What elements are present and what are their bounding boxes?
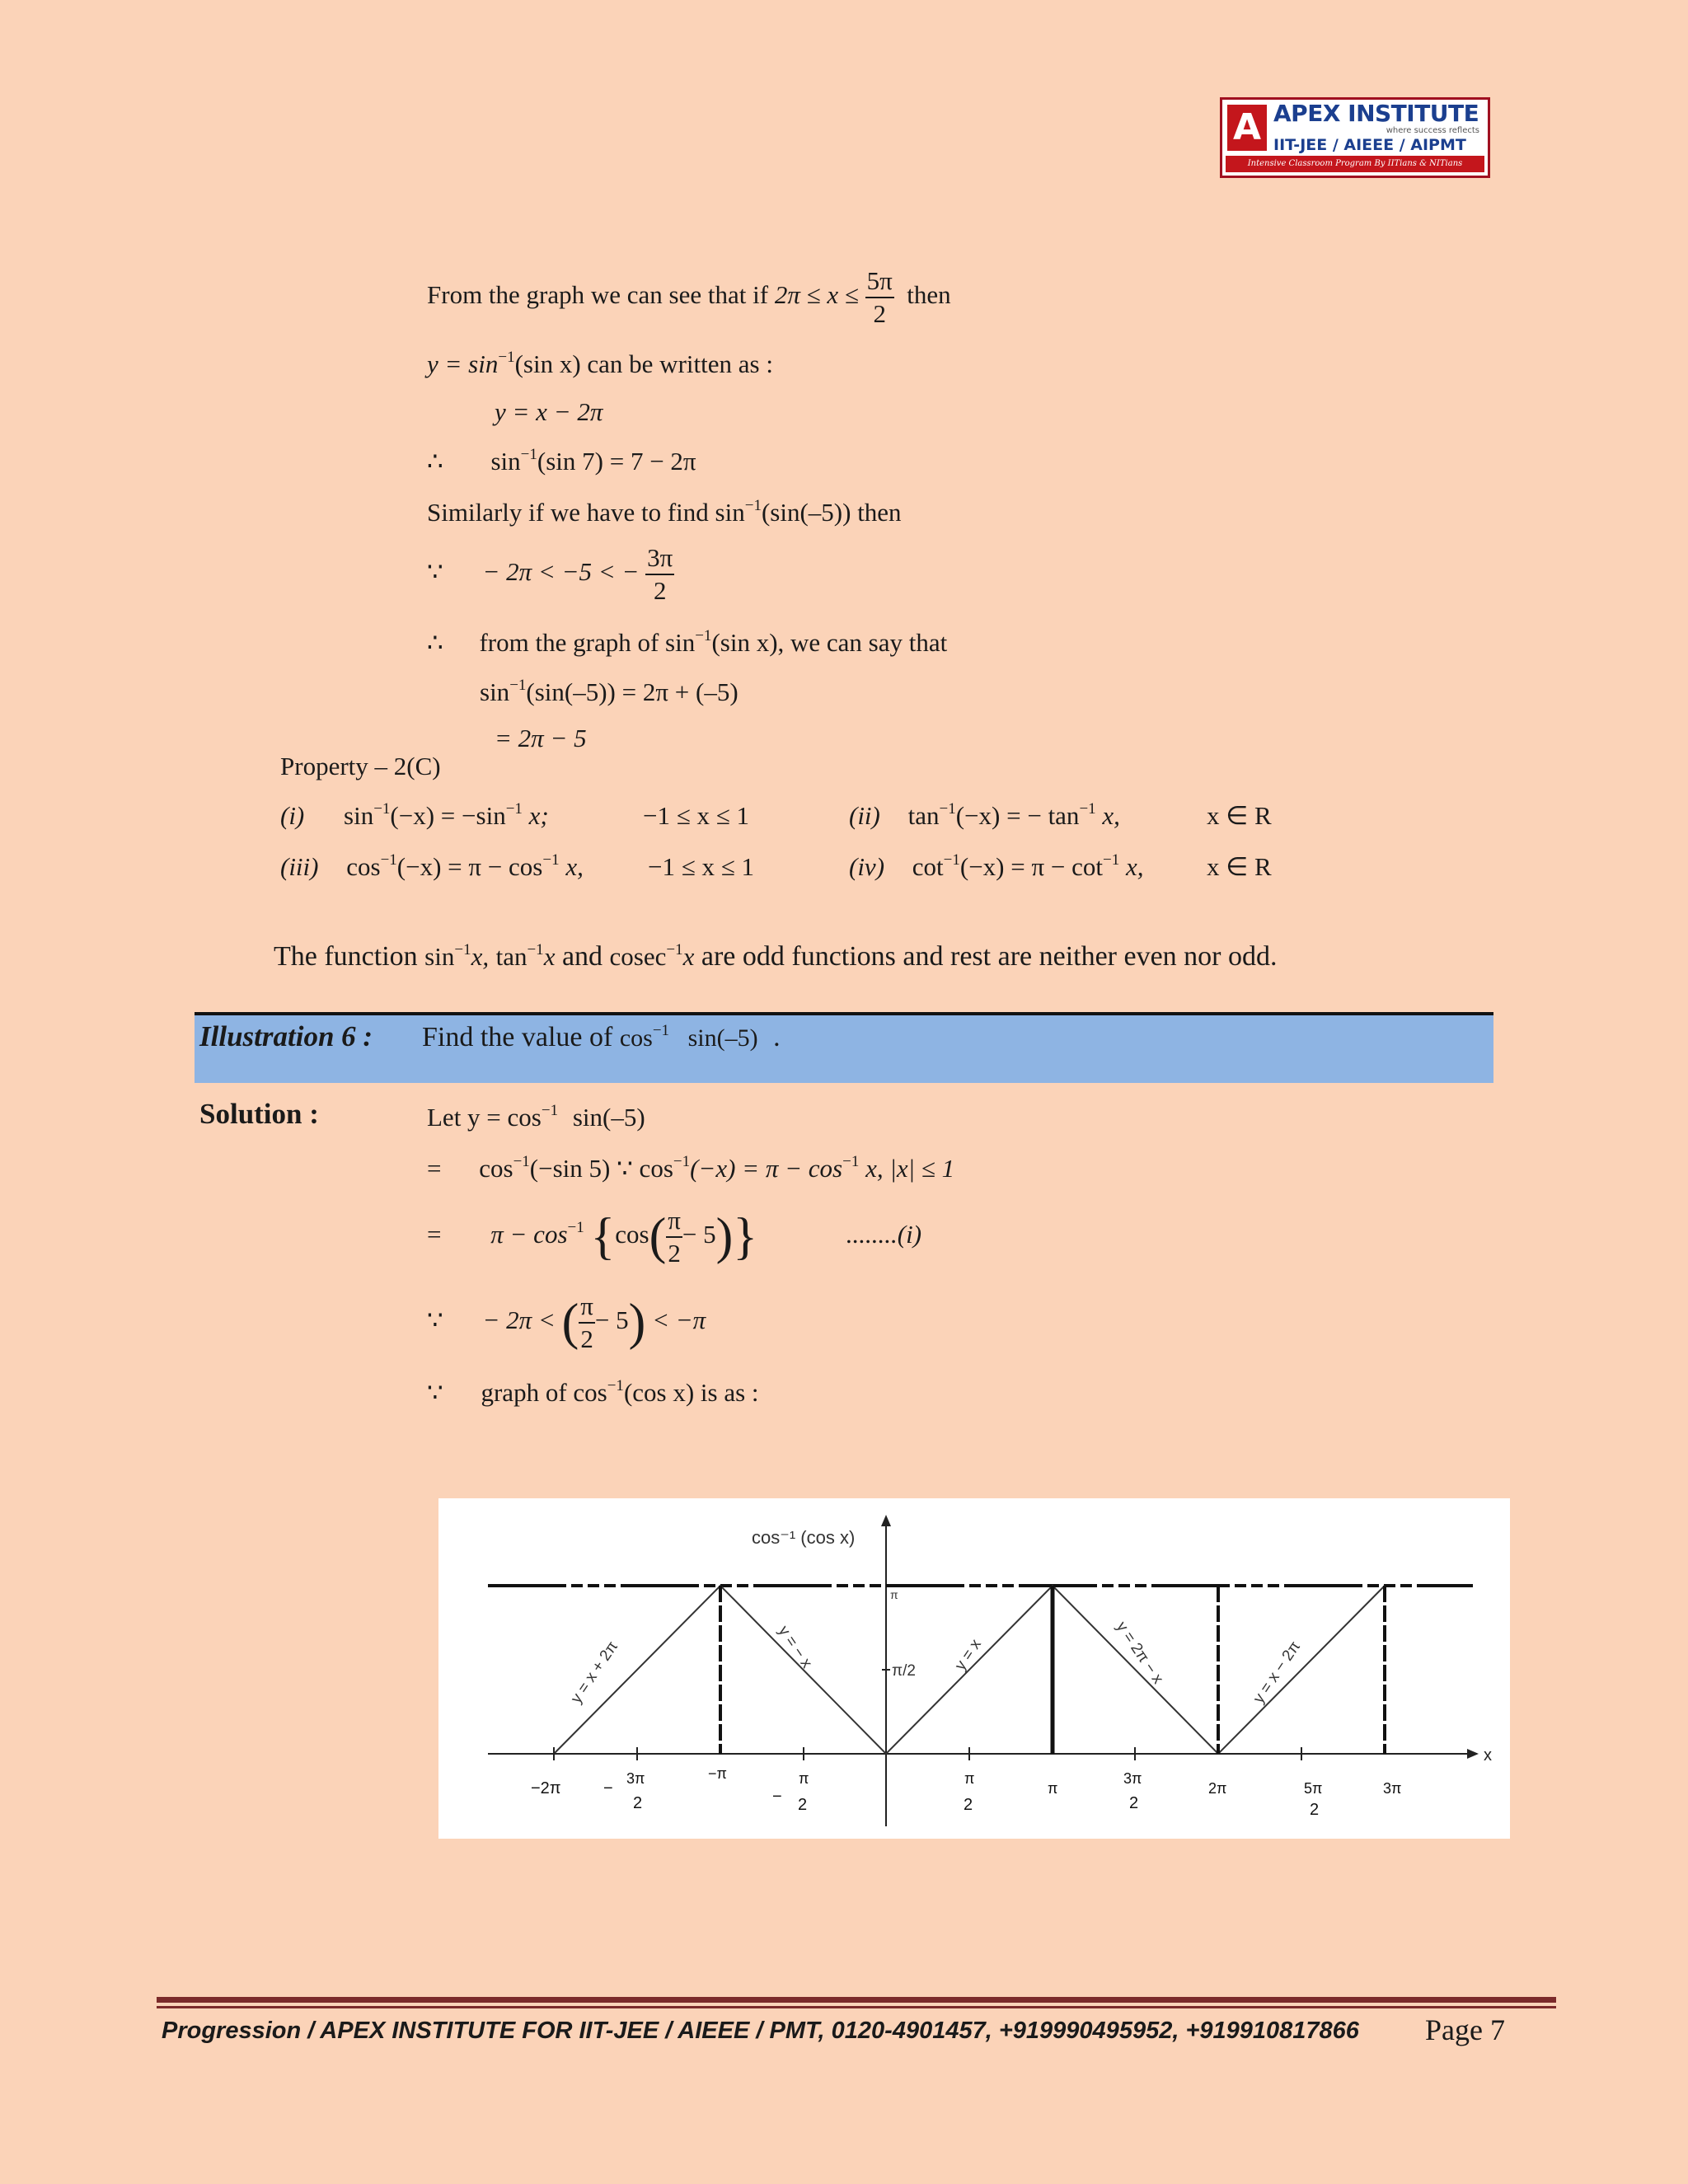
label: (iii) bbox=[280, 852, 319, 881]
expr: − 2π < −5 < − bbox=[482, 557, 640, 587]
f3: cosec bbox=[609, 942, 667, 971]
footer-rule-thin bbox=[157, 2006, 1556, 2008]
pre: − 2π < bbox=[482, 1305, 556, 1335]
text: Similarly if we have to find bbox=[427, 498, 709, 527]
tail: we can say that bbox=[790, 628, 948, 657]
f1: sin bbox=[424, 942, 455, 971]
s2: −1 bbox=[527, 941, 544, 958]
tick-pi-2-den: 2 bbox=[964, 1796, 973, 1814]
sup: −1 bbox=[695, 627, 712, 644]
therefore-symbol: ∴ bbox=[427, 447, 443, 476]
because-symbol: ∵ bbox=[427, 1305, 443, 1335]
tick-minus-pi-2-num: π bbox=[799, 1770, 809, 1787]
label-y-2pi-minus-x: y = 2π − x bbox=[1112, 1619, 1167, 1688]
expr-post: (sin(–5)) = 2π + (–5) bbox=[526, 677, 738, 706]
text: graph of bbox=[481, 1378, 567, 1407]
fraction-pi-2 bbox=[579, 1291, 595, 1355]
zigzag-curve bbox=[554, 1586, 1385, 1754]
sup: −1 bbox=[373, 800, 391, 818]
tick-minus-3pi-2-num: 3π bbox=[626, 1770, 645, 1787]
label-y-x-plus-2pi: y = x + 2π bbox=[567, 1638, 622, 1707]
post: x, |x| ≤ 1 bbox=[865, 1154, 955, 1183]
logo-exams: IIT-JEE / AIEEE / AIPMT bbox=[1273, 136, 1466, 154]
sup: −1 bbox=[513, 1153, 530, 1170]
sup: −1 bbox=[939, 800, 956, 818]
tick-minus-pi-2-den: 2 bbox=[798, 1796, 808, 1814]
s3: −1 bbox=[666, 941, 683, 958]
logo-program: Intensive Classroom Program By IITians & NITians bbox=[1226, 156, 1484, 172]
fraction-5pi-2 bbox=[865, 265, 894, 330]
solution-step-1 bbox=[427, 1103, 645, 1132]
tick-minus-2pi: −2π bbox=[531, 1779, 561, 1797]
mid: (−x) = −sin bbox=[390, 801, 506, 830]
logo-letter: A bbox=[1227, 105, 1267, 151]
x-axis-arrow bbox=[1467, 1749, 1479, 1759]
property-i-domain: −1 ≤ x ≤ 1 bbox=[643, 801, 750, 830]
line-inequality bbox=[427, 542, 674, 607]
f2: tan bbox=[495, 942, 528, 971]
label: (i) bbox=[280, 801, 305, 830]
property-iv-domain: x ∈ R bbox=[1207, 852, 1272, 881]
illustration-label: Illustration 6 : bbox=[199, 1020, 373, 1052]
line-sin-minus5 bbox=[480, 677, 738, 707]
label: (ii) bbox=[849, 801, 880, 830]
logo-name: APEX INSTITUTE bbox=[1273, 100, 1479, 127]
property-title: Property – 2(C) bbox=[280, 752, 441, 780]
left-brace: { bbox=[590, 1208, 616, 1265]
sup: −1 bbox=[943, 851, 960, 869]
line-y-equals bbox=[495, 397, 603, 427]
pi-axis-label: π bbox=[890, 1588, 898, 1601]
label-y-x: y = x bbox=[951, 1636, 985, 1674]
minus-5: − 5 bbox=[594, 1305, 629, 1335]
post: x, bbox=[565, 852, 584, 881]
expr-post: (sin x) bbox=[514, 349, 581, 378]
property-ii bbox=[849, 801, 1120, 831]
num: π bbox=[579, 1291, 595, 1324]
fn: sin bbox=[344, 801, 374, 830]
expr-pre: sin bbox=[480, 677, 510, 706]
sup2: −1 bbox=[1079, 800, 1096, 818]
equation-ref: ........(i) bbox=[846, 1220, 922, 1249]
footer-rule-thick bbox=[157, 1997, 1556, 2003]
sup2: −1 bbox=[505, 800, 523, 818]
pre: cos bbox=[479, 1154, 513, 1183]
solution-step-5 bbox=[427, 1378, 759, 1408]
sup: −1 bbox=[567, 1219, 584, 1237]
sup: −1 bbox=[744, 497, 762, 514]
illustration-bar bbox=[195, 1012, 1493, 1083]
tail: then bbox=[907, 280, 951, 310]
cos: cos bbox=[615, 1220, 649, 1249]
line-from-graph bbox=[427, 628, 947, 658]
tail: then bbox=[857, 498, 902, 527]
right-paren: ) bbox=[628, 1294, 646, 1351]
end: . bbox=[773, 1022, 781, 1052]
apex-logo bbox=[1220, 97, 1490, 178]
tick-minus-3pi-2-neg: − bbox=[603, 1779, 613, 1797]
x3: x bbox=[682, 942, 695, 971]
half-pi-label: π/2 bbox=[892, 1662, 916, 1680]
s1: −1 bbox=[454, 941, 471, 958]
mid: (−x) = π − cos bbox=[396, 852, 543, 881]
sup3: −1 bbox=[842, 1153, 860, 1170]
tick-3pi: 3π bbox=[1383, 1780, 1402, 1797]
num: π bbox=[666, 1205, 682, 1238]
t3: are odd functions and rest are neither even nor odd. bbox=[701, 941, 1278, 972]
property-iii-domain: −1 ≤ x ≤ 1 bbox=[648, 852, 755, 881]
sup: −1 bbox=[607, 1377, 624, 1394]
right-brace: } bbox=[733, 1208, 758, 1265]
tick-5pi-2-den: 2 bbox=[1310, 1801, 1320, 1819]
tick-3pi-2-den: 2 bbox=[1129, 1794, 1139, 1812]
solution-step-3 bbox=[427, 1205, 921, 1269]
odd-functions-sentence bbox=[274, 941, 1278, 972]
x2: x bbox=[543, 942, 556, 971]
fraction-3pi-2 bbox=[645, 542, 674, 607]
tick-2pi: 2π bbox=[1208, 1780, 1227, 1797]
tail: is as : bbox=[700, 1378, 759, 1407]
den: 2 bbox=[668, 1239, 681, 1268]
post: x; bbox=[528, 801, 549, 830]
tick-5pi-2-num: 5π bbox=[1304, 1780, 1323, 1797]
line-graph-range bbox=[427, 265, 951, 330]
sup: −1 bbox=[541, 1102, 559, 1119]
sup2: −1 bbox=[1103, 851, 1120, 869]
solution-step-2 bbox=[427, 1154, 954, 1183]
property-iii bbox=[280, 852, 584, 882]
right-paren: ) bbox=[715, 1208, 734, 1265]
left-paren: ( bbox=[649, 1208, 667, 1265]
therefore-symbol: ∴ bbox=[427, 628, 443, 657]
fn: cot bbox=[912, 852, 944, 881]
y-axis-arrow bbox=[881, 1515, 891, 1526]
line-similarly bbox=[427, 498, 902, 527]
num: 5π bbox=[865, 265, 894, 298]
fn: cos bbox=[619, 1024, 653, 1052]
line-sin7 bbox=[427, 447, 696, 476]
minus-5: − 5 bbox=[682, 1220, 716, 1249]
property-ii-domain: x ∈ R bbox=[1207, 801, 1272, 830]
because-symbol: ∵ bbox=[427, 557, 443, 587]
mid: (−x) = − tan bbox=[955, 801, 1080, 830]
line-written-as bbox=[427, 349, 773, 379]
fraction-pi-2 bbox=[666, 1205, 682, 1269]
sup: −1 bbox=[509, 677, 527, 694]
graph-title: cos⁻¹ (cos x) bbox=[752, 1527, 856, 1548]
solution-step-4 bbox=[427, 1291, 706, 1355]
text: From the graph we can see that if bbox=[427, 280, 769, 310]
label-y-minus-x: y = − x bbox=[774, 1623, 816, 1672]
expr-post: (sin x), bbox=[711, 628, 785, 657]
footer-text: Progression / APEX INSTITUTE FOR IIT-JEE / AIEEE / PMT, 0120-4901457, +919990495952, +919910817866 bbox=[162, 2018, 1359, 2044]
post: (cos x) bbox=[623, 1378, 695, 1407]
expr: = 2π − 5 bbox=[495, 724, 587, 752]
expr-pre: sin bbox=[715, 498, 745, 527]
mid: (−x) = π − cot bbox=[959, 852, 1103, 881]
line-result bbox=[495, 724, 587, 753]
expr-post: (sin 7) = 7 − 2π bbox=[537, 447, 696, 476]
property-i bbox=[280, 801, 549, 831]
post: x, bbox=[1102, 801, 1120, 830]
den: 2 bbox=[653, 576, 667, 605]
t1: The function bbox=[274, 941, 418, 972]
arg: sin(–5) bbox=[687, 1024, 758, 1052]
tick-3pi-2-num: 3π bbox=[1123, 1770, 1142, 1787]
sup2: −1 bbox=[673, 1153, 691, 1170]
num: 3π bbox=[645, 542, 674, 575]
post: sin(–5) bbox=[572, 1103, 645, 1132]
text: from the graph of bbox=[479, 628, 659, 657]
expr: 2π ≤ x ≤ bbox=[774, 280, 859, 310]
expr-pre: sin bbox=[665, 628, 696, 657]
illustration-question bbox=[422, 1022, 781, 1053]
because-symbol: ∵ bbox=[427, 1378, 443, 1407]
tail: can be written as : bbox=[587, 349, 773, 378]
tick-pi: π bbox=[1048, 1780, 1058, 1797]
den: 2 bbox=[873, 299, 886, 328]
graph-svg bbox=[438, 1498, 1510, 1839]
tick-minus-pi: −π bbox=[708, 1765, 727, 1782]
t2: and bbox=[561, 941, 603, 972]
post: < −π bbox=[652, 1305, 706, 1335]
mid2: (−x) = π − cos bbox=[690, 1154, 843, 1183]
page-number: Page 7 bbox=[1425, 2013, 1505, 2046]
post: x, bbox=[1125, 852, 1144, 881]
pre: Let y = cos bbox=[427, 1103, 542, 1132]
sup: −1 bbox=[498, 349, 515, 366]
text: Find the value of bbox=[422, 1022, 613, 1052]
left-paren: ( bbox=[561, 1294, 579, 1351]
x-axis-label: x bbox=[1484, 1746, 1492, 1765]
label: (iv) bbox=[849, 852, 885, 881]
tick-pi-2-num: π bbox=[964, 1770, 975, 1787]
sup: −1 bbox=[380, 851, 397, 869]
x1: x, bbox=[471, 942, 490, 971]
tick-minus-3pi-2-den: 2 bbox=[633, 1794, 643, 1812]
arccos-cos-graph bbox=[438, 1498, 1510, 1839]
pre: cos bbox=[573, 1378, 607, 1407]
expr-pre: sin bbox=[490, 447, 521, 476]
sup2: −1 bbox=[542, 851, 560, 869]
sup: −1 bbox=[520, 446, 537, 463]
mid: (−sin 5) ∵ cos bbox=[529, 1154, 673, 1183]
solution-label: Solution : bbox=[199, 1098, 319, 1130]
label-y-x-minus-2pi: y = x − 2π bbox=[1250, 1638, 1305, 1707]
equals: = bbox=[427, 1220, 442, 1249]
property-iv bbox=[849, 852, 1143, 882]
expr-post: (sin(–5)) bbox=[761, 498, 851, 527]
equals: = bbox=[427, 1154, 442, 1183]
den: 2 bbox=[580, 1324, 593, 1353]
fn: cos bbox=[346, 852, 381, 881]
expr-pre: y = sin bbox=[427, 349, 499, 378]
logo-tagline: where success reflects bbox=[1386, 126, 1479, 135]
fn: tan bbox=[907, 801, 940, 830]
pre: π − cos bbox=[490, 1220, 568, 1249]
tick-minus-pi-2-neg: − bbox=[772, 1788, 782, 1806]
expr: y = x − 2π bbox=[495, 397, 603, 426]
sup: −1 bbox=[652, 1022, 670, 1039]
